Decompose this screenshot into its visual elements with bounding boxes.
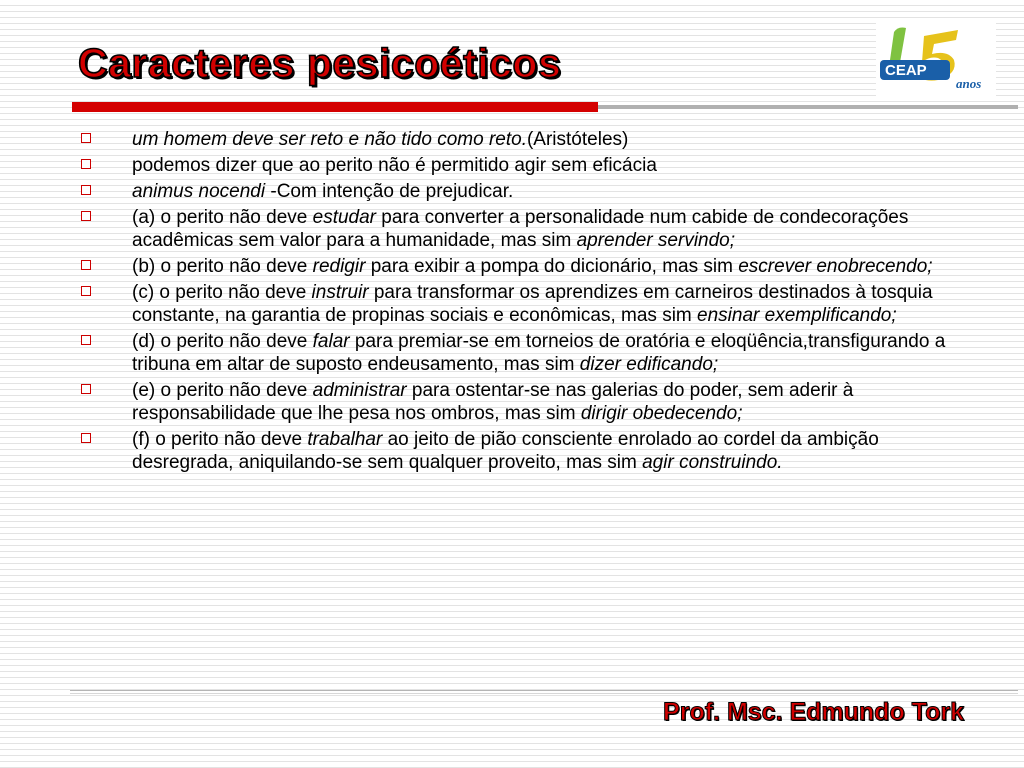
bullet-emphasis-text: ensinar exemplificando; bbox=[697, 305, 897, 326]
logo-brand-text: CEAP bbox=[885, 62, 927, 79]
title-underline-red bbox=[72, 102, 598, 112]
bullet-text: para converter a personalidade num cabide de condecorações acadêmicas sem valor para a humanidade, mas sim bbox=[132, 207, 909, 251]
square-bullet-icon bbox=[81, 260, 91, 270]
logo-suffix-text: anos bbox=[956, 76, 982, 91]
square-bullet-icon bbox=[81, 211, 91, 221]
bullet-text: para transformar os aprendizes em carneiros destinados à tosquia constante, na garantia de propinas sociais e econômicas, mas sim bbox=[132, 282, 933, 326]
bullet-item bbox=[78, 128, 968, 151]
bullet-emphasis-text: escrever enobrecendo; bbox=[738, 256, 933, 277]
bullet-emphasis-text: aprender servindo; bbox=[576, 230, 736, 251]
bullet-text: -Com intenção de prejudicar. bbox=[270, 181, 514, 202]
bullet-item bbox=[78, 379, 968, 425]
bullet-emphasis-text: trabalhar bbox=[307, 429, 383, 450]
bullet-item bbox=[78, 281, 968, 327]
bullet-emphasis-text: falar bbox=[312, 331, 350, 352]
bullet-emphasis-text: dirigir obedecendo; bbox=[580, 403, 743, 424]
bullet-item bbox=[78, 154, 968, 177]
ceap-15-anos-logo bbox=[876, 22, 996, 98]
bullet-item bbox=[78, 255, 968, 278]
square-bullet-icon bbox=[81, 335, 91, 345]
bullet-item bbox=[78, 206, 968, 252]
bullet-emphasis-text: animus nocendi bbox=[132, 181, 271, 202]
bullet-text: (a) o perito não deve bbox=[132, 207, 313, 228]
square-bullet-icon bbox=[81, 133, 91, 143]
bullet-emphasis-text: redigir bbox=[312, 256, 366, 277]
logo-number-text: 15 bbox=[936, 52, 938, 53]
bullet-text: (b) o perito não deve bbox=[132, 256, 313, 277]
footer-divider bbox=[70, 690, 1018, 691]
bullet-emphasis-text: instruir bbox=[311, 282, 369, 303]
bullet-text: (d) o perito não deve bbox=[132, 331, 313, 352]
bullet-item bbox=[78, 180, 968, 203]
slide-title: Caracteres pesicoéticos bbox=[78, 40, 562, 86]
square-bullet-icon bbox=[81, 185, 91, 195]
footer-divider-light bbox=[70, 693, 1018, 694]
bullet-item bbox=[78, 428, 968, 474]
bullet-item bbox=[78, 330, 968, 376]
bullet-text: para ostentar-se nas galerias do poder, sem aderir à responsabilidade que lhe pesa nos ombros, mas sim bbox=[132, 380, 854, 424]
bullet-text: para premiar-se em torneios de oratória e eloqüência,transfigurando a tribuna em altar de suposto endeusamento, mas sim bbox=[132, 331, 946, 375]
bullet-emphasis-text: um homem deve ser reto e não tido como reto. bbox=[132, 129, 527, 150]
author-credit: Prof. Msc. Edmundo Tork bbox=[663, 698, 964, 726]
bullet-text: (c) o perito não deve bbox=[132, 282, 312, 303]
bullet-text: podemos dizer que ao perito não é permitido agir sem eficácia bbox=[132, 155, 657, 176]
bullet-list bbox=[78, 128, 968, 477]
bullet-emphasis-text: estudar bbox=[312, 207, 376, 228]
title-underline-gray bbox=[598, 105, 1018, 109]
bullet-text: (e) o perito não deve bbox=[132, 380, 313, 401]
square-bullet-icon bbox=[81, 286, 91, 296]
bullet-emphasis-text: agir construindo. bbox=[642, 452, 783, 473]
square-bullet-icon bbox=[81, 159, 91, 169]
square-bullet-icon bbox=[81, 384, 91, 394]
bullet-text: (f) o perito não deve bbox=[132, 429, 308, 450]
bullet-text: ao jeito de pião consciente enrolado ao cordel da ambição desregrada, aniquilando-se sem qualquer proveito, mas sim bbox=[132, 429, 879, 473]
bullet-text: para exibir a pompa do dicionário, mas sim bbox=[365, 256, 739, 277]
bullet-emphasis-text: dizer edificando; bbox=[579, 354, 719, 375]
square-bullet-icon bbox=[81, 433, 91, 443]
bullet-emphasis-text: administrar bbox=[312, 380, 407, 401]
bullet-text: (Aristóteles) bbox=[526, 129, 629, 150]
